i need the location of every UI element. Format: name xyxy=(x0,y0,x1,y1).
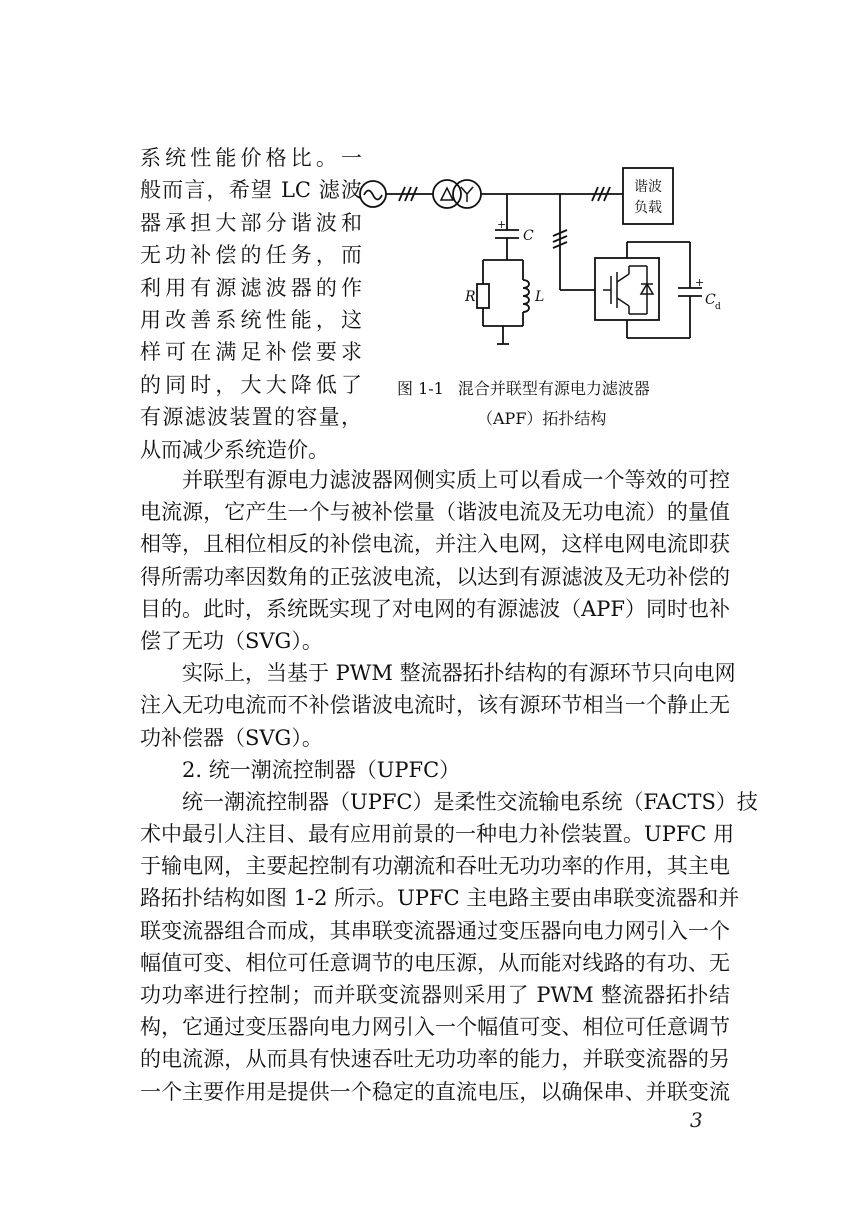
sine-wave-icon xyxy=(364,191,382,200)
three-phase-marker-icon xyxy=(553,230,567,248)
text-line: 用改善系统性能，这 xyxy=(140,307,362,332)
resistor-r-icon xyxy=(477,284,489,308)
text-line: 般而言，希望 LC 滤波 xyxy=(140,178,362,203)
text-line: 统一潮流控制器（UPFC）是柔性交流输电系统（FACTS）技 xyxy=(182,789,758,814)
text-line: 于输电网，主要起控制有功潮流和吞吐无功功率的作用，其主电 xyxy=(140,854,730,879)
three-phase-marker-icon xyxy=(399,187,417,201)
page-number: 3 xyxy=(690,1108,703,1132)
capacitor-c-icon xyxy=(495,230,519,238)
text-line: 相等，且相位相反的补偿电流，并注入电网，这样电网电流即获 xyxy=(140,532,730,557)
capacitor-cd-plus-label: + xyxy=(695,276,705,289)
text-line: 无功补偿的任务，而 xyxy=(140,243,362,268)
text-line: 构，它通过变压器向电力网引入一个幅值可变、相位可任意调节 xyxy=(140,1015,730,1040)
load-label-2: 负载 xyxy=(634,200,662,216)
capacitor-cd-icon xyxy=(678,288,702,296)
text-line: 实际上，当基于 PWM 整流器拓扑结构的有源环节只向电网 xyxy=(182,661,736,686)
figure-title: 混合并联型有源电力滤波器 xyxy=(457,379,650,398)
text-line: 幅值可变、相位可任意调节的电压源，从而能对线路的有功、无 xyxy=(140,950,730,975)
figure-number: 图 1-1 xyxy=(397,379,444,398)
text-line: 样可在满足补偿要求 xyxy=(140,340,362,365)
capacitor-cd-label: C xyxy=(705,292,716,308)
text-line: 系统性能价格比。一 xyxy=(140,146,362,170)
figure-caption-line-2: （APF）拓扑结构 xyxy=(477,409,607,428)
paragraph-upfc xyxy=(140,786,758,1108)
text-line: 有源滤波装置的容量， xyxy=(140,405,362,430)
text-line: 利用有源滤波器的作 xyxy=(140,275,362,300)
text-line: 注入无功电流而不补偿谐波电流时，该有源环节相当一个静止无 xyxy=(140,693,730,718)
figure-caption-line-1 xyxy=(385,374,715,404)
figure-caption xyxy=(385,374,715,434)
resistor-r-label: R xyxy=(465,289,476,305)
capacitor-cd-subscript: d xyxy=(715,302,721,312)
text-line: 的同时，大大降低了 xyxy=(140,372,362,397)
paragraph xyxy=(140,464,730,657)
text-line: 功补偿器（SVG）。 xyxy=(140,725,323,750)
text-line: 从而减少系统造价。 xyxy=(140,437,329,462)
text-line: 目的。此时，系统既实现了对电网的有源滤波（APF）同时也补 xyxy=(140,596,730,621)
text-line: 器承担大部分谐波和 xyxy=(140,210,362,235)
capacitor-plus-label: + xyxy=(497,218,507,231)
load-label-1: 谐波 xyxy=(634,179,662,195)
circuit-diagram xyxy=(355,162,735,362)
inductor-l-label: L xyxy=(535,289,545,305)
text-line: 路拓扑结构如图 1-2 所示。UPFC 主电路主要由串联变流器和并 xyxy=(140,886,740,911)
inductor-l-icon xyxy=(523,280,529,312)
section-heading: 2. 统一潮流控制器（UPFC） xyxy=(182,757,461,782)
capacitor-c-label: C xyxy=(523,228,534,244)
text-line: 联变流器组合而成，其串联变流器通过变压器向电力网引入一个 xyxy=(140,918,730,943)
text-line: 功功率进行控制；而并联变流器则采用了 PWM 整流器拓扑结 xyxy=(140,983,730,1007)
text-line: 的电流源，从而具有快速吞吐无功功率的能力，并联变流器的另 xyxy=(140,1047,730,1072)
text-line: 偿了无功（SVG）。 xyxy=(140,628,323,653)
transformer-icon xyxy=(433,180,481,208)
text-line: 并联型有源电力滤波器网侧实质上可以看成一个等效的可控 xyxy=(182,468,730,492)
text-line: 得所需功率因数角的正弦波电流，以达到有源滤波及无功补偿的 xyxy=(140,564,730,589)
paragraph xyxy=(140,657,736,754)
text-line: 一个主要作用是提供一个稳定的直流电压，以确保串、并联变流 xyxy=(140,1079,730,1104)
text-line: 术中最引人注目、最有应用前景的一种电力补偿装置。UPFC 用 xyxy=(140,822,735,847)
text-line: 电流源，它产生一个与被补偿量（谐波电流及无功电流）的量值 xyxy=(140,500,730,525)
wrap-text-column xyxy=(140,142,362,466)
igbt-switch-icon xyxy=(603,266,653,314)
three-phase-marker-icon xyxy=(592,187,610,201)
body-text xyxy=(140,464,758,1108)
